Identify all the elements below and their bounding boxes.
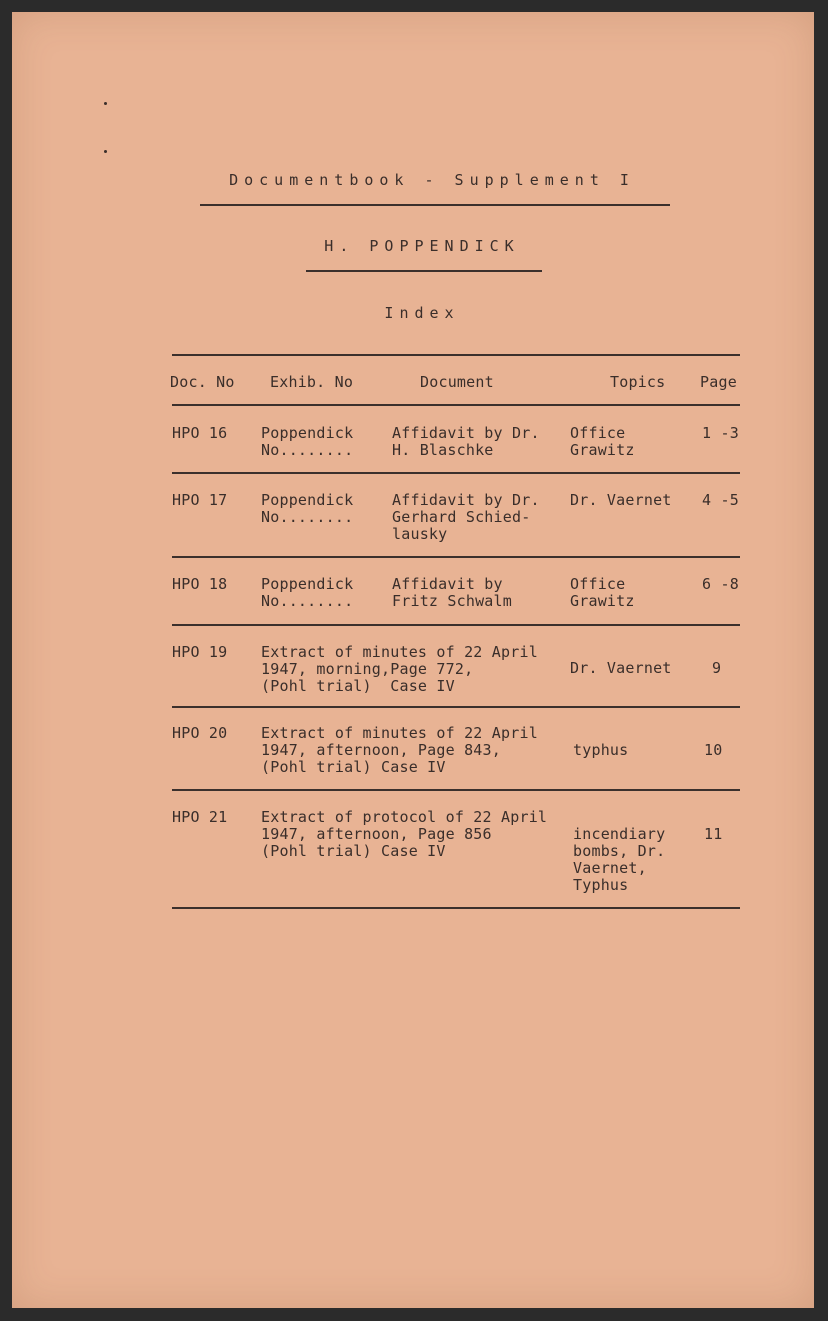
- row-rule: [172, 624, 740, 626]
- page-range: 11: [704, 825, 723, 843]
- ink-speck: [104, 150, 107, 153]
- doc-no: HPO 18: [172, 575, 228, 593]
- topics: Dr. Vaernet: [570, 491, 672, 509]
- doc-no: HPO 21: [172, 808, 228, 826]
- topics: typhus: [573, 741, 629, 759]
- page-range: 9: [712, 659, 722, 677]
- extract-desc: Extract of minutes of 22 April 1947, afternoon, Page 843, (Pohl trial) Case IV: [261, 724, 538, 776]
- doc-no: HPO 16: [172, 424, 228, 442]
- extract-desc: Extract of protocol of 22 April 1947, afternoon, Page 856 (Pohl trial) Case IV: [261, 808, 548, 860]
- document-desc: Affidavit by Dr. Gerhard Schied- lausky: [392, 491, 540, 543]
- col-header-document: Document: [420, 373, 494, 391]
- document-desc: Affidavit by Fritz Schwalm: [392, 575, 512, 610]
- page-range: 10: [704, 741, 723, 759]
- page-range: 1 -3: [702, 424, 739, 442]
- row-rule: [172, 556, 740, 558]
- topics: Office Grawitz: [570, 575, 635, 610]
- exhib-no: Poppendick No........: [261, 575, 354, 610]
- title-underline: [200, 204, 670, 206]
- ink-speck: [104, 102, 107, 105]
- defendant-name: H. POPPENDICK: [324, 237, 520, 255]
- topics: Office Grawitz: [570, 424, 635, 459]
- page-range: 4 -5: [702, 491, 739, 509]
- doc-no: HPO 17: [172, 491, 228, 509]
- page-range: 6 -8: [702, 575, 739, 593]
- table-top-rule: [172, 354, 740, 356]
- row-rule: [172, 706, 740, 708]
- exhib-no: Poppendick No........: [261, 491, 354, 526]
- document-page: [12, 12, 814, 1308]
- doc-no: HPO 20: [172, 724, 228, 742]
- extract-desc: Extract of minutes of 22 April 1947, morning,Page 772, (Pohl trial) Case IV: [261, 643, 538, 695]
- document-desc: Affidavit by Dr. H. Blaschke: [392, 424, 540, 459]
- doc-no: HPO 19: [172, 643, 228, 661]
- exhib-no: Poppendick No........: [261, 424, 354, 459]
- col-header-page: Page: [700, 373, 737, 391]
- topics: incendiary bombs, Dr. Vaernet, Typhus: [573, 825, 666, 894]
- col-header-topics: Topics: [610, 373, 666, 391]
- table-bottom-rule: [172, 907, 740, 909]
- col-header-exhib-no: Exhib. No: [270, 373, 354, 391]
- index-heading: Index: [384, 304, 460, 322]
- header-rule: [172, 404, 740, 406]
- name-underline: [306, 270, 542, 272]
- topics: Dr. Vaernet: [570, 659, 672, 677]
- col-header-doc-no: Doc. No: [170, 373, 235, 391]
- row-rule: [172, 472, 740, 474]
- row-rule: [172, 789, 740, 791]
- document-title: Documentbook - Supplement I: [229, 171, 635, 189]
